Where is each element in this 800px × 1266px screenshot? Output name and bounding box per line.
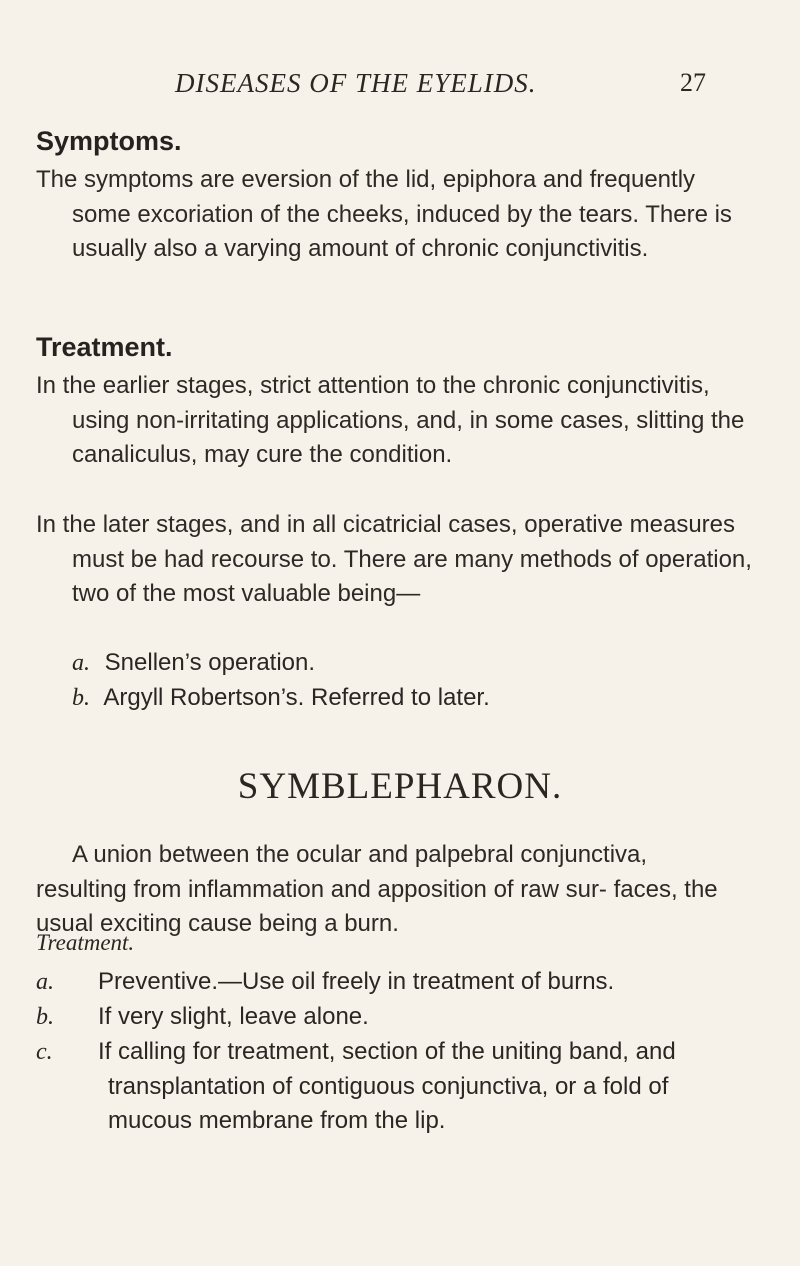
item-letter: b. — [36, 1004, 54, 1030]
item-letter: a. — [36, 969, 54, 995]
treatment-item-a — [72, 646, 315, 681]
symptoms-paragraph: The symptoms are eversion of the lid, epiphora and frequently some excoriation of the cheeks, induced by the tears. There is usually also a varying amount of chronic conjunctivitis. — [36, 166, 732, 262]
item-letter: c. — [36, 1039, 53, 1065]
item-text: If very slight, leave alone. — [98, 1003, 369, 1030]
item-letter: b. — [72, 685, 90, 711]
treatment-item-b — [72, 681, 490, 716]
treatment-paragraph-2: In the later stages, and in all cicatricial cases, operative measures must be had recourse to. There are many methods of operation, two of the most valuable being— — [36, 511, 752, 607]
item-text: Snellen’s operation. — [104, 649, 316, 676]
symblepharon-item-b — [36, 1000, 758, 1035]
symptoms-heading: Symptoms. — [36, 126, 182, 156]
running-title: DISEASES OF THE EYELIDS. — [175, 68, 537, 98]
item-text: Argyll Robertson’s. Referred to later. — [103, 684, 490, 711]
item-letter: a. — [72, 650, 90, 676]
symblepharon-item-c — [36, 1035, 758, 1139]
symblepharon-title: SYMBLEPHARON. — [237, 766, 563, 807]
item-text: If calling for treatment, section of the uniting band, and transplantation of contiguous conjunctiva, or a fold of mucous membrane from the lip. — [98, 1038, 676, 1134]
page-header — [0, 68, 800, 108]
treatment-paragraph-1: In the earlier stages, strict attention to the chronic conjunctivitis, using non-irritating applications, and, in some cases, slitting the canaliculus, may cure the condition. — [36, 372, 745, 468]
symblepharon-description: A union between the ocular and palpebral conjunctiva, resulting from inflammation and apposition of raw sur- faces, the usual exciting cause being a burn. — [36, 841, 718, 937]
page-number: 27 — [680, 68, 706, 97]
item-text: Preventive.—Use oil freely in treatment of burns. — [98, 968, 615, 995]
symblepharon-item-a — [36, 965, 758, 1000]
symblepharon-treatment-label: Treatment. — [36, 930, 135, 955]
treatment-heading: Treatment. — [36, 332, 173, 362]
